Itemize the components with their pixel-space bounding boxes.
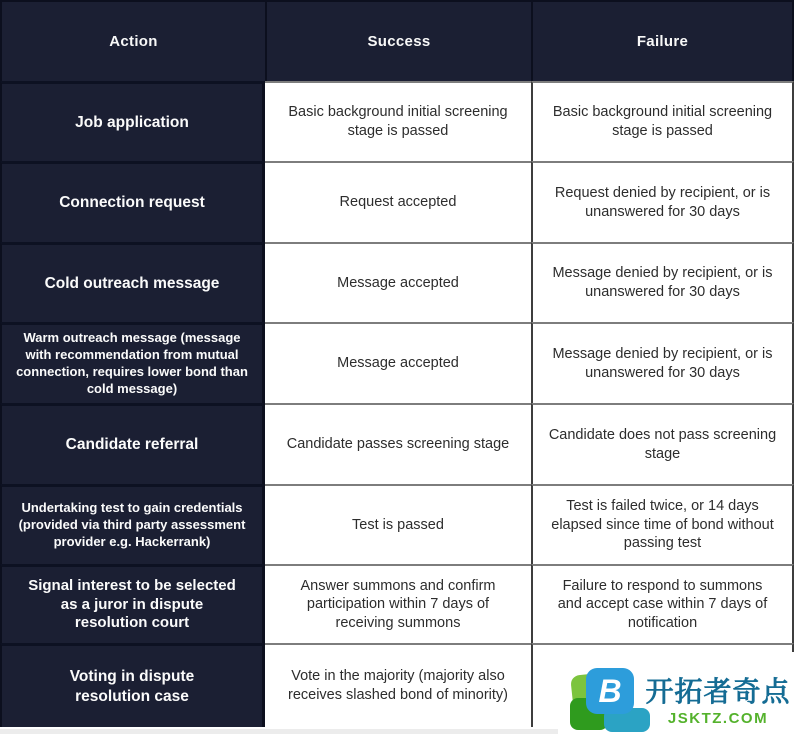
action-cell [0, 242, 265, 322]
failure-text: Message denied by recipient, or is unanswered for 30 days [552, 265, 773, 300]
success-cell [265, 403, 531, 484]
action-cell [0, 322, 265, 403]
column-header-action [0, 0, 265, 81]
action-cell [0, 484, 265, 564]
failure-cell [531, 161, 794, 242]
action-label: Cold outreach message [44, 274, 220, 292]
success-cell [265, 81, 531, 161]
logo-letter: B [598, 672, 622, 709]
action-label: Undertaking test to gain credentials (provided via third party assessment provider e.g. Hackerrank) [18, 500, 246, 549]
action-label: Signal interest to be selected as a juror in dispute resolution court [28, 576, 236, 632]
watermark-text [640, 678, 796, 727]
action-label: Connection request [59, 194, 205, 212]
failure-text: Request denied by recipient, or is unanswered for 30 days [554, 184, 771, 220]
header-label: Failure [636, 33, 689, 50]
success-text: Answer summons and confirm participation within 7 days of receiving summons [300, 577, 496, 631]
site-url: JSKTZ.COM [667, 710, 769, 727]
watermark [558, 652, 800, 734]
success-text: Vote in the majority (majority also receives slashed bond of minority) [287, 668, 509, 703]
success-cell [265, 484, 531, 564]
failure-text: Basic background initial screening stage is passed [552, 104, 773, 139]
action-cell [0, 161, 265, 242]
success-cell [265, 161, 531, 242]
failure-text: Candidate does not pass screening stage [548, 426, 777, 462]
failure-text: Message denied by recipient, or is unanswered for 30 days [552, 345, 773, 381]
action-cell [0, 81, 265, 161]
success-text: Test is passed [352, 516, 444, 533]
failure-cell [531, 322, 794, 403]
brand-name: 开拓者奇点 [645, 676, 791, 707]
failure-cell [531, 484, 794, 564]
failure-text: Failure to respond to summons and accept case within 7 days of notification [557, 577, 768, 631]
success-cell [265, 643, 531, 727]
header-label: Action [109, 33, 158, 50]
action-label: Voting in dispute resolution case [69, 668, 195, 705]
action-label: Job application [75, 113, 189, 131]
failure-cell [531, 242, 794, 322]
action-label: Candidate referral [65, 436, 199, 454]
failure-text: Test is failed twice, or 14 days elapsed since time of bond without passing test [551, 498, 774, 552]
success-text: Candidate passes screening stage [286, 436, 510, 453]
success-text: Request accepted [339, 194, 457, 211]
action-cell [0, 403, 265, 484]
action-label: Warm outreach message (message with recommendation from mutual connection, requires lower bond than cold message) [16, 330, 248, 396]
column-header-success [265, 0, 531, 81]
success-cell [265, 322, 531, 403]
failure-cell [531, 81, 794, 161]
action-cell [0, 643, 265, 727]
success-text: Basic background initial screening stage is passed [288, 104, 508, 139]
success-text: Message accepted [337, 274, 459, 291]
success-cell [265, 242, 531, 322]
header-label: Success [367, 33, 431, 50]
column-header-failure [531, 0, 794, 81]
failure-cell [531, 403, 794, 484]
success-cell [265, 564, 531, 643]
failure-cell [531, 564, 794, 643]
success-text: Message accepted [337, 355, 459, 372]
action-cell [0, 564, 265, 643]
brand-logo-icon [586, 668, 634, 714]
